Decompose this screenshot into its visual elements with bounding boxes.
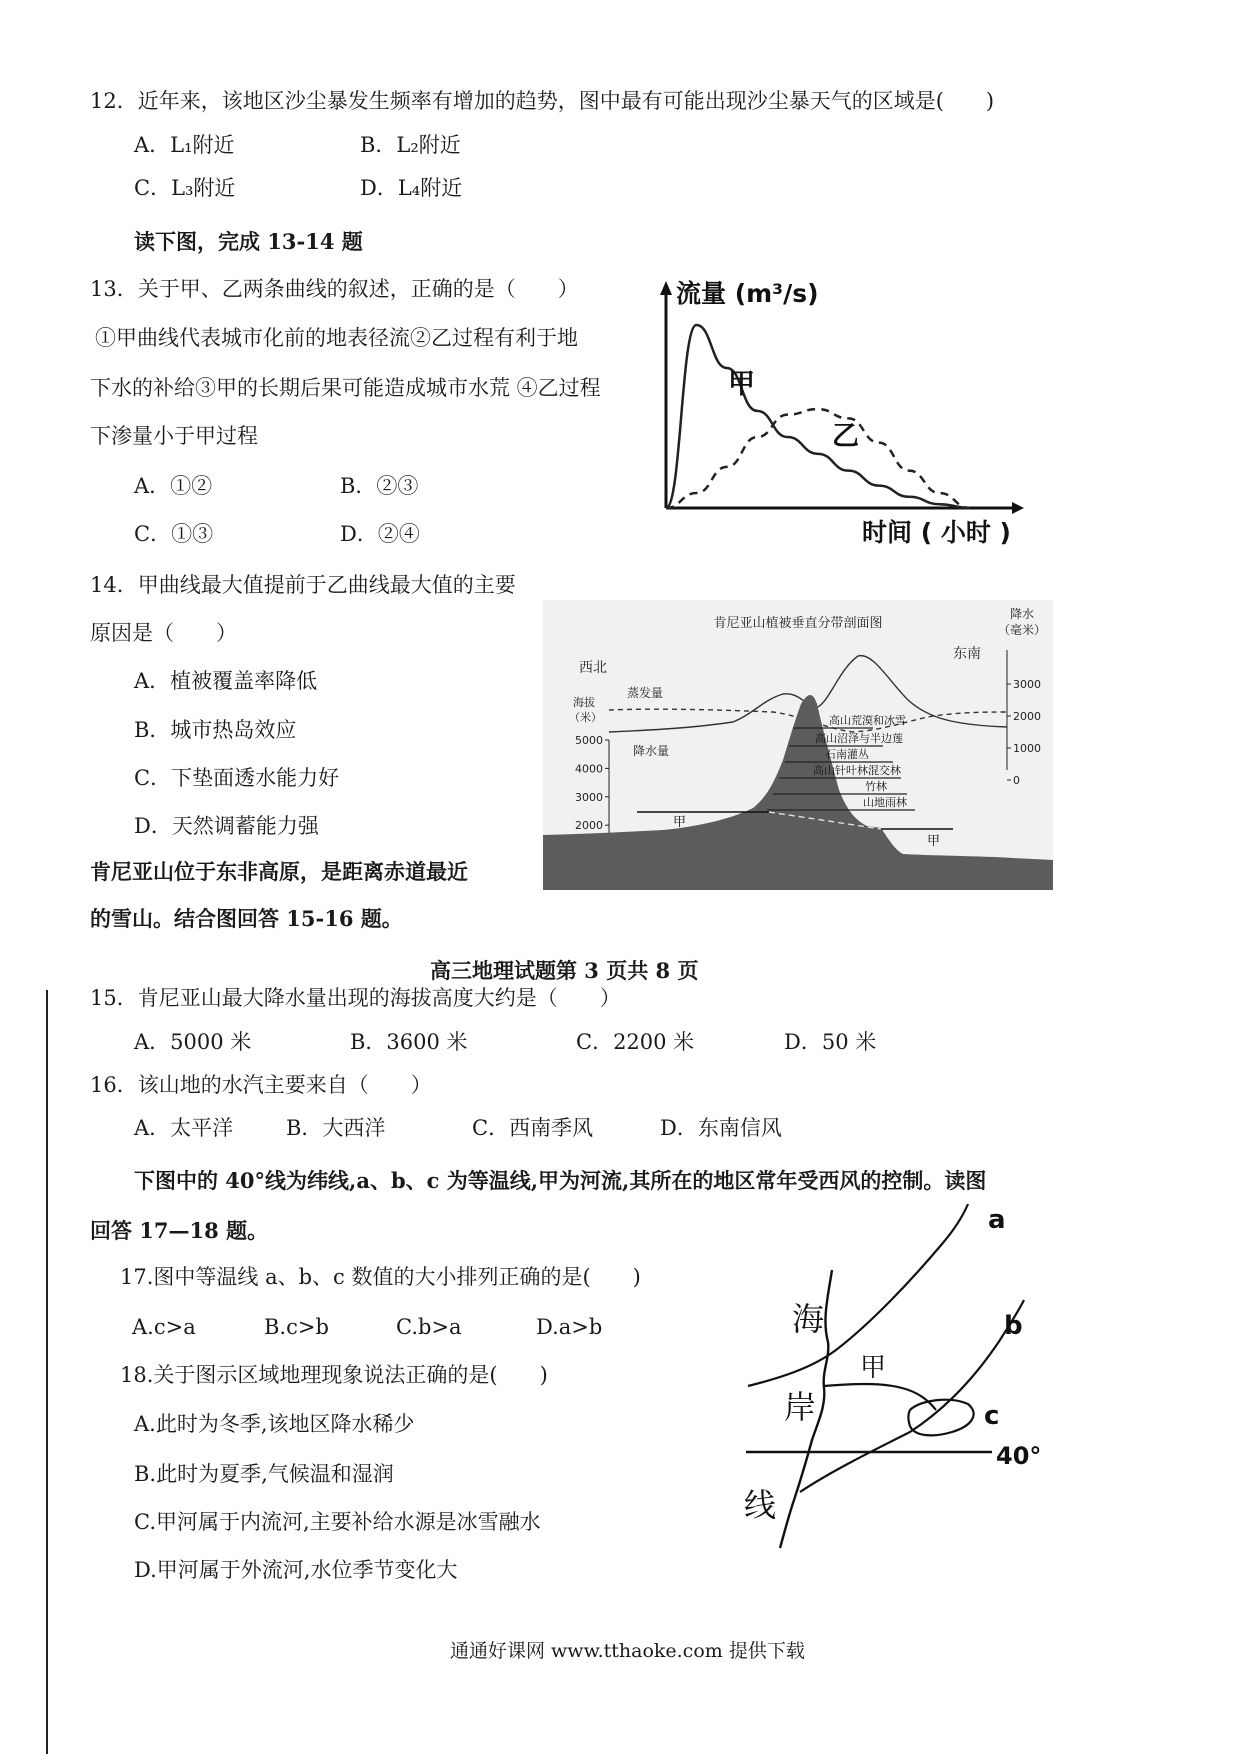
zone-label-6: 山地雨林 <box>863 796 907 809</box>
zone-label-2: 高山沼泽与半边莲 <box>815 732 903 745</box>
q17-option-a: A.c>a <box>132 1315 196 1339</box>
q13-option-d: D．②④ <box>340 522 420 546</box>
q14-stem-line2: 原因是（ ） <box>90 621 237 645</box>
intro-17-18-line2: 回答 17—18 题。 <box>90 1218 269 1243</box>
left-tick-label: 2000 <box>575 819 603 833</box>
map-label-a: a <box>988 1205 1006 1235</box>
q13-body-line2: 下水的补给③甲的长期后果可能造成城市水荒 ④乙过程 <box>90 376 601 400</box>
q14-stem-line1: 14．甲曲线最大值提前于乙曲线最大值的主要 <box>90 573 516 597</box>
isotherm-map <box>740 1200 1060 1550</box>
right-tick-label: 0 <box>1013 774 1020 787</box>
q14-option-d: D．天然调蓄能力强 <box>134 814 319 838</box>
zone-label-4: 高山针叶林混交林 <box>813 764 901 777</box>
chart-ylabel: 流量 (m³/s) <box>676 279 819 308</box>
curve-yi-line <box>666 409 970 508</box>
q18-option-a: A.此时为冬季,该地区降水稀少 <box>134 1412 415 1436</box>
q12-stem: 12．近年来，该地区沙尘暴发生频率有增加的趋势，图中最有可能出现沙尘暴天气的区域是( ) <box>90 89 995 113</box>
q16-option-a: A．太平洋 <box>134 1116 234 1140</box>
q13-body-line1: ①甲曲线代表城市化前的地表径流②乙过程有利于地 <box>95 326 578 350</box>
left-axis-label-2: （米） <box>569 711 602 724</box>
q14-option-b: B．城市热岛效应 <box>134 718 297 742</box>
zone-label-5: 竹林 <box>865 780 887 793</box>
q17-stem: 17.图中等温线 a、b、c 数值的大小排列正确的是( ) <box>120 1265 641 1289</box>
q16-option-c: C．西南季风 <box>472 1116 594 1140</box>
chart-xlabel: 时间 ( 小时 ) <box>862 518 1011 547</box>
q13-option-a: A．①② <box>134 474 213 498</box>
zone-label-3: 石南灌丛 <box>825 748 869 761</box>
q17-option-d: D.a>b <box>536 1315 603 1339</box>
map-label-40deg: 40° <box>996 1442 1042 1470</box>
q12-option-d: D．L₄附近 <box>360 176 463 200</box>
intro-15-16-line1: 肯尼亚山位于东非高原，是距离赤道最近 <box>90 859 468 884</box>
q15-option-b: B．3600 米 <box>350 1030 468 1054</box>
evaporation-label: 蒸发量 <box>627 686 664 700</box>
diagram-title: 肯尼亚山植被垂直分带剖面图 <box>713 616 883 631</box>
q12-option-a: A．L₁附近 <box>134 133 235 157</box>
intro-13-14: 读下图，完成 13-14 题 <box>134 229 363 254</box>
q14-option-c: C．下垫面透水能力好 <box>134 766 340 790</box>
q15-stem: 15．肯尼亚山最大降水量出现的海拔高度大约是（ ） <box>90 986 621 1010</box>
map-label-jia: 甲 <box>860 1353 887 1383</box>
q16-option-b: B．大西洋 <box>286 1116 386 1140</box>
river-jia <box>824 1384 936 1410</box>
q15-option-c: C．2200 米 <box>576 1030 695 1054</box>
jia-right-label: 甲 <box>927 834 941 849</box>
q15-option-d: D．50 米 <box>784 1030 877 1054</box>
q13-stem: 13．关于甲、乙两条曲线的叙述，正确的是（ ） <box>90 277 579 301</box>
northwest-label: 西北 <box>579 660 607 676</box>
right-tick-label: 2000 <box>1013 710 1041 723</box>
map-label-an: 岸 <box>784 1388 817 1426</box>
q13-option-b: B．②③ <box>340 474 419 498</box>
map-label-xian: 线 <box>744 1486 777 1524</box>
curve-yi-label: 乙 <box>832 421 859 452</box>
y-axis-arrow <box>660 281 672 295</box>
q18-option-b: B.此时为夏季,气候温和湿润 <box>134 1462 394 1486</box>
map-label-hai: 海 <box>792 1300 825 1338</box>
isotherm-c <box>909 1400 974 1436</box>
q14-option-a: A．植被覆盖率降低 <box>134 669 318 693</box>
right-tick-label: 1000 <box>1013 742 1041 755</box>
precipitation-label: 降水量 <box>633 744 670 758</box>
left-margin-rule <box>46 990 48 1754</box>
footer-source: 通通好课网 www.tthaoke.com 提供下载 <box>450 1640 805 1662</box>
isotherm-b <box>800 1300 1024 1492</box>
zone-label-1: 高山荒漠和冰雪 <box>829 714 906 727</box>
kenya-profile-diagram <box>543 600 1053 890</box>
x-axis-arrow <box>1012 502 1024 514</box>
q12-option-b: B．L₂附近 <box>360 133 461 157</box>
q18-stem: 18.关于图示区域地理现象说法正确的是( ) <box>120 1363 548 1387</box>
intro-15-16-line2: 的雪山。结合图回答 15-16 题。 <box>90 906 403 931</box>
q12-option-c: C．L₃附近 <box>134 176 236 200</box>
map-label-c: c <box>984 1401 1000 1431</box>
q16-stem: 16．该山地的水汽主要来自（ ） <box>90 1073 432 1097</box>
curve-jia-label: 甲 <box>728 369 755 400</box>
right-tick-label: 3000 <box>1013 678 1041 691</box>
jia-left-label: 甲 <box>673 815 687 830</box>
left-tick-label: 3000 <box>575 790 603 804</box>
intro-17-18-line1: 下图中的 40°线为纬线,a、b、c 为等温线,甲为河流,其所在的地区常年受西风的控制。读图 <box>134 1168 987 1193</box>
q13-option-c: C．①③ <box>134 522 214 546</box>
q18-option-d: D.甲河属于外流河,水位季节变化大 <box>134 1558 458 1582</box>
isotherm-a <box>748 1204 968 1386</box>
q16-option-d: D．东南信风 <box>660 1116 782 1140</box>
page-number-mid: 高三地理试题第 3 页共 8 页 <box>430 958 699 983</box>
map-label-b: b <box>1004 1311 1023 1341</box>
runoff-chart <box>650 275 1040 555</box>
right-axis-label-2: （毫米） <box>997 623 1047 637</box>
q17-option-b: B.c>b <box>264 1315 329 1339</box>
left-axis-label-1: 海拔 <box>573 696 595 709</box>
q13-body-line3: 下渗量小于甲过程 <box>90 424 258 448</box>
left-tick-label: 5000 <box>575 734 603 747</box>
southeast-label: 东南 <box>953 646 981 662</box>
q17-option-c: C.b>a <box>396 1315 462 1339</box>
q18-option-c: C.甲河属于内流河,主要补给水源是冰雪融水 <box>134 1510 541 1534</box>
right-axis-label-1: 降水 <box>1009 607 1035 621</box>
left-tick-label: 4000 <box>575 762 603 776</box>
q15-option-a: A．5000 米 <box>134 1030 252 1054</box>
